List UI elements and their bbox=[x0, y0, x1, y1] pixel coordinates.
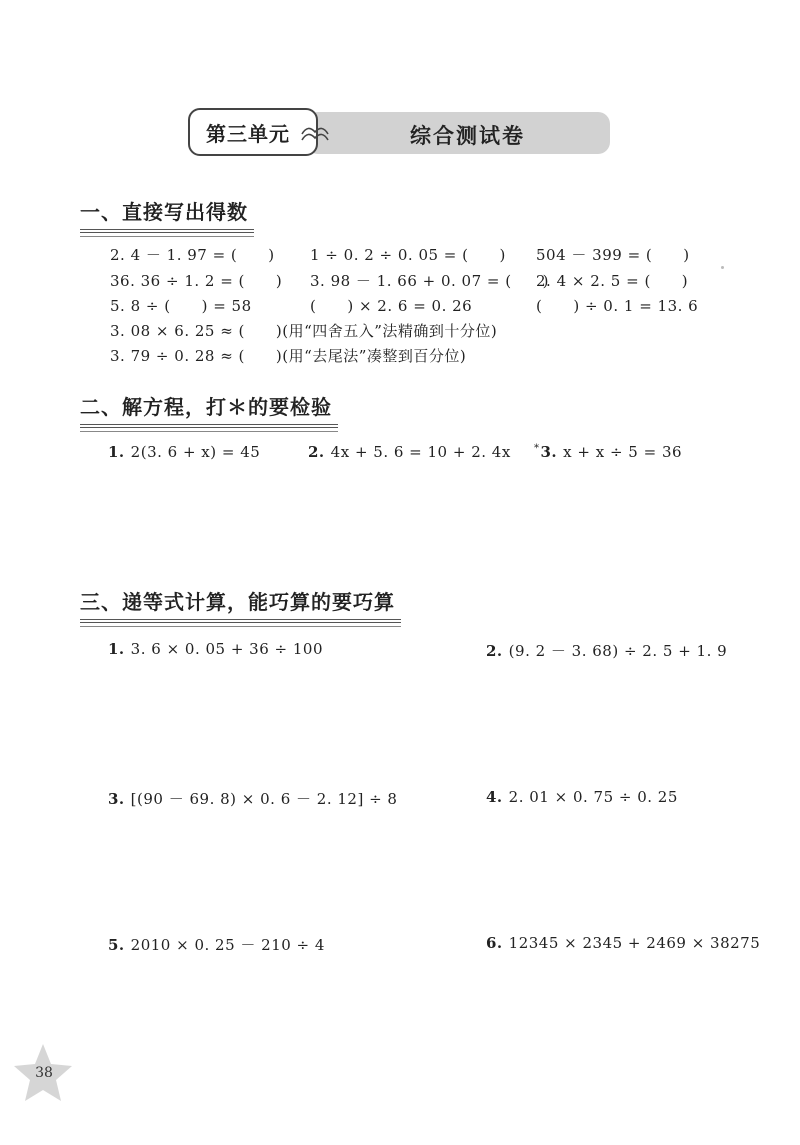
unit-title: 第三单元 bbox=[206, 121, 290, 146]
calculation-text: (9. 2 － 3. 68) ÷ 2. 5 + 1. 9 bbox=[508, 642, 728, 660]
check-required-mark: * bbox=[534, 443, 540, 454]
calculation-text: 2010 × 0. 25 － 210 ÷ 4 bbox=[130, 936, 325, 954]
section-3-title-text: 三、递等式计算，能巧算的要巧算 bbox=[80, 590, 395, 614]
title-underline bbox=[80, 626, 401, 627]
item-number: 3. bbox=[108, 790, 125, 808]
title-underline bbox=[80, 424, 338, 428]
oral-item: 1 ÷ 0. 2 ÷ 0. 05 = ( ) bbox=[310, 246, 506, 264]
oral-item: 2. 4 － 1. 97 = ( ) bbox=[110, 246, 275, 264]
equation-text: 4x + 5. 6 = 10 + 2. 4x bbox=[330, 443, 511, 461]
section-2-title-text: 二、解方程，打＊的要检验 bbox=[80, 395, 332, 419]
calculation-item bbox=[108, 788, 397, 809]
title-underline bbox=[80, 431, 338, 432]
item-number: 6. bbox=[486, 934, 503, 952]
equation-text: x + x ÷ 5 = 36 bbox=[563, 443, 683, 461]
item-number: 3. bbox=[540, 443, 558, 461]
item-number: 2. bbox=[308, 443, 325, 461]
calculation-item bbox=[486, 934, 760, 952]
equation-item bbox=[108, 443, 260, 461]
title-underline bbox=[80, 229, 254, 233]
equation-item bbox=[308, 443, 511, 461]
oral-item: 3. 08 × 6. 25 ≈ ( )(用“四舍五入”法精确到十分位) bbox=[110, 322, 498, 340]
test-title: 综合测试卷 bbox=[410, 124, 525, 148]
page-number: 38 bbox=[35, 1065, 53, 1081]
oral-item: ( ) ÷ 0. 1 = 13. 6 bbox=[536, 297, 699, 315]
section-1-title-text: 一、直接写出得数 bbox=[80, 200, 248, 224]
item-number: 2. bbox=[486, 642, 503, 660]
scan-speck bbox=[721, 266, 724, 269]
equation-text: 2(3. 6 + x) = 45 bbox=[130, 443, 261, 461]
equation-item bbox=[534, 443, 682, 461]
calculation-text: [(90 － 69. 8) × 0. 6 － 2. 12] ÷ 8 bbox=[130, 790, 398, 808]
oral-item: 36. 36 ÷ 1. 2 = ( ) bbox=[110, 272, 283, 290]
item-number: 4. bbox=[486, 788, 503, 806]
section-2-title bbox=[80, 391, 332, 424]
calculation-text: 12345 × 2345 + 2469 × 38275 bbox=[508, 934, 761, 952]
item-number: 1. bbox=[108, 640, 125, 658]
calculation-item bbox=[108, 934, 325, 955]
oral-item: 3. 79 ÷ 0. 28 ≈ ( )(用“去尾法”凑整到百分位) bbox=[110, 347, 467, 365]
calculation-item bbox=[486, 640, 727, 661]
oral-item: ( ) × 2. 6 = 0. 26 bbox=[310, 297, 473, 315]
section-3-title bbox=[80, 586, 395, 619]
unit-banner bbox=[188, 108, 610, 156]
title-underline bbox=[80, 619, 401, 623]
title-underline bbox=[80, 236, 254, 237]
item-number: 1. bbox=[108, 443, 125, 461]
calculation-text: 3. 6 × 0. 05 + 36 ÷ 100 bbox=[130, 640, 323, 658]
calculation-item bbox=[108, 640, 323, 658]
oral-item: 2. 4 × 2. 5 = ( ) bbox=[536, 272, 689, 290]
oral-item: 5. 8 ÷ ( ) = 58 bbox=[110, 297, 252, 315]
oral-item: 3. 98 － 1. 66 + 0. 07 = ( ) bbox=[310, 272, 549, 290]
section-1-title bbox=[80, 196, 248, 229]
banner-left-box bbox=[188, 108, 318, 156]
calculation-item bbox=[486, 788, 678, 806]
calculation-text: 2. 01 × 0. 75 ÷ 0. 25 bbox=[508, 788, 678, 806]
oral-item: 504 － 399 = ( ) bbox=[536, 246, 690, 264]
wave-decoration-icon bbox=[300, 122, 330, 144]
item-number: 5. bbox=[108, 936, 125, 954]
